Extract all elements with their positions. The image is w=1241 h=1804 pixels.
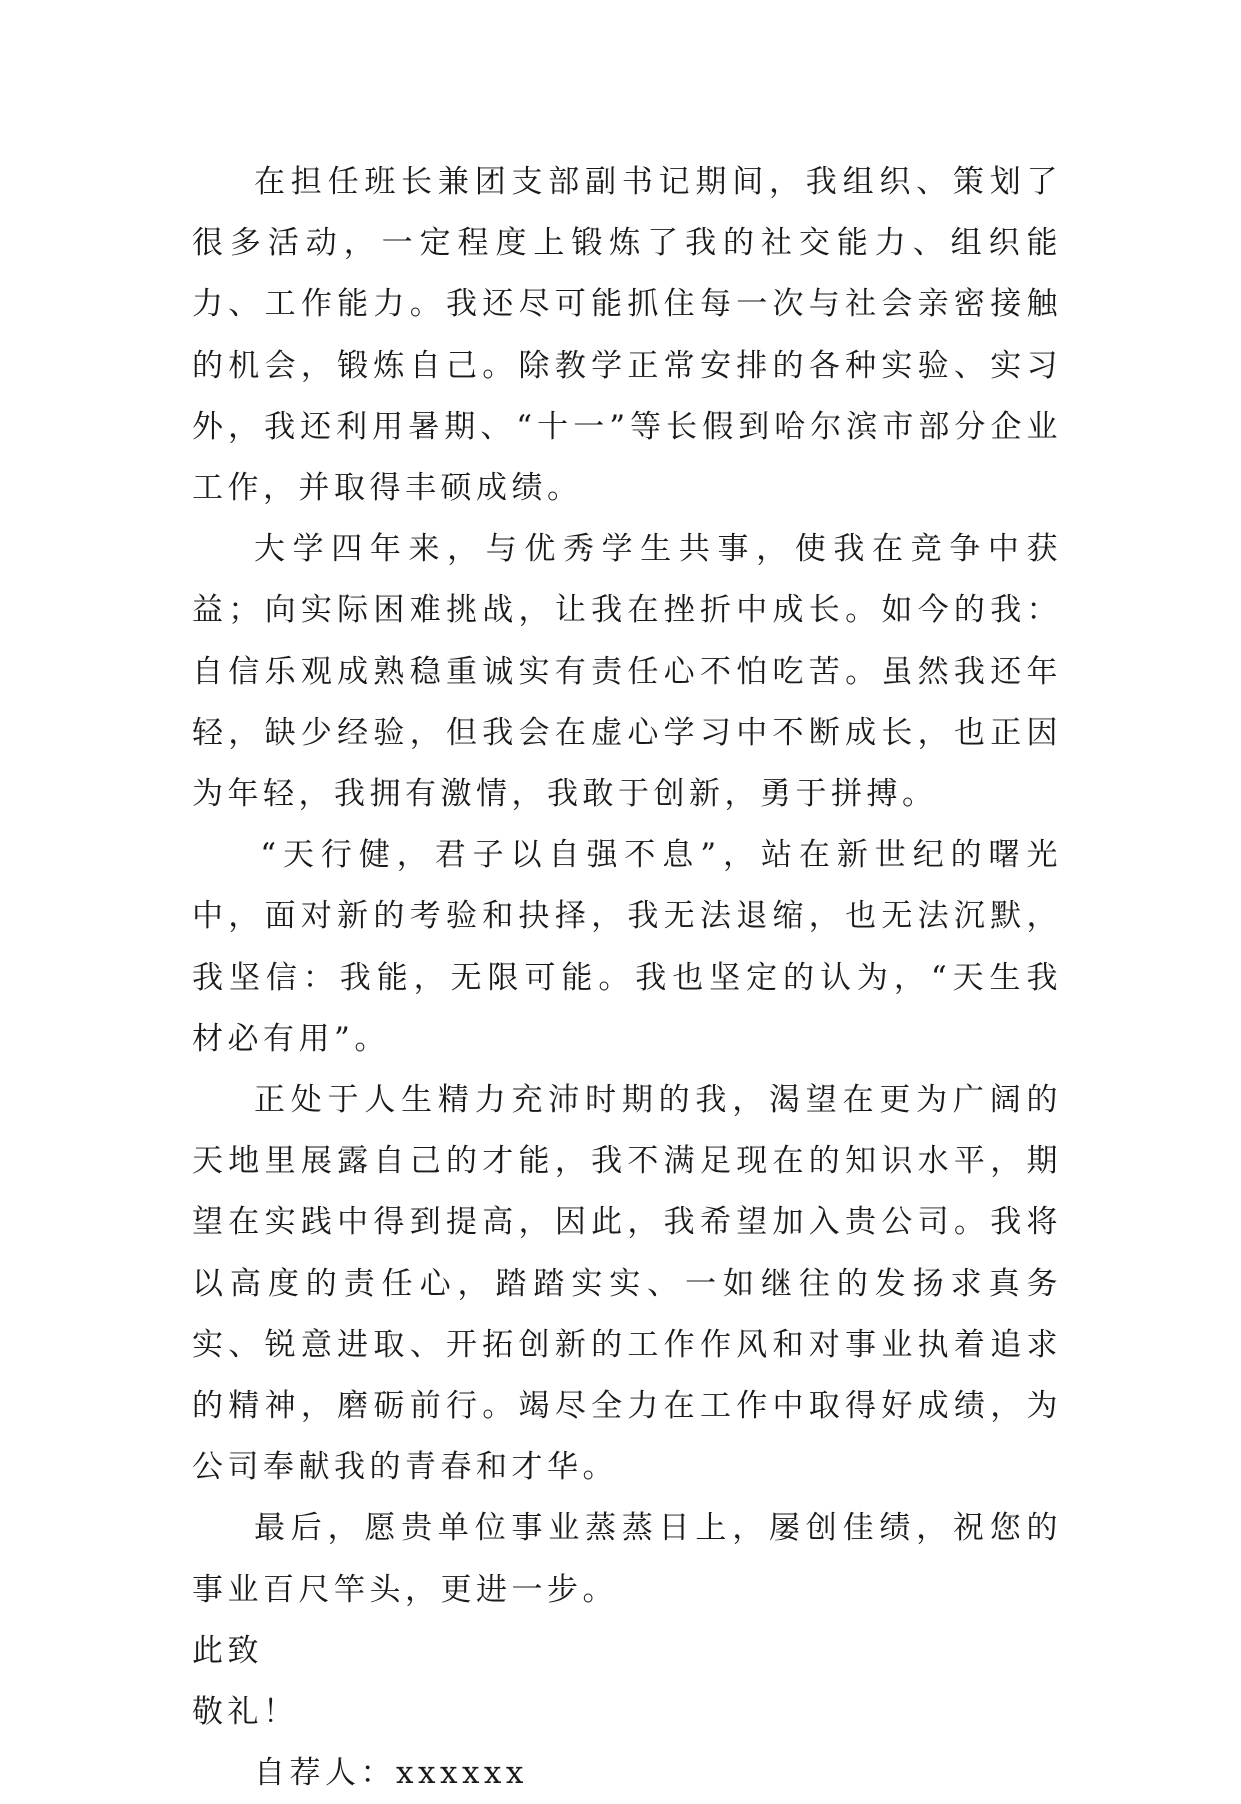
closing-respect: 敬礼！	[192, 1694, 299, 1731]
paragraph-university-years: 大学四年来，与优秀学生共事，使我在竞争中获益；向实际困难挑战，让我在挫折中成长。如今的我：自信乐观成熟稳重诚实有责任心不怕吃苦。虽然我还年轻，缺少经验，但我会在虚心学习中不断成长，也正因为年轻，我拥有激情，我敢于创新，勇于拼搏。	[192, 531, 1062, 813]
paragraph-class-monitor: 在担任班长兼团支部副书记期间，我组织、策划了很多活动，一定程度上锻炼了我的社交能力、组织能力、工作能力。我还尽可能抓住每一次与社会亲密接触的机会，锻炼自己。除教学正常安排的各种实验、实习外，我还利用暑期、“十一”等长假到哈尔滨市部分企业工作，并取得丰硕成绩。	[192, 164, 1062, 507]
paragraph-motto: “天行健，君子以自强不息”，站在新世纪的曙光中，面对新的考验和抉择，我无法退缩，也无法沉默，我坚信：我能，无限可能。我也坚定的认为，“天生我材必有用”。	[192, 837, 1062, 1057]
closing-salutation: 此致	[192, 1632, 263, 1669]
letter-body	[192, 152, 1062, 1804]
signature: 自荐人：xxxxxx	[254, 1755, 528, 1792]
paragraph-wishes: 最后，愿贵单位事业蒸蒸日上，屡创佳绩，祝您的事业百尺竿头，更进一步。	[192, 1510, 1062, 1608]
paragraph-aspiration: 正处于人生精力充沛时期的我，渴望在更为广阔的天地里展露自己的才能，我不满足现在的知识水平，期望在实践中得到提高，因此，我希望加入贵公司。我将以高度的责任心，踏踏实实、一如继往的发扬求真务实、锐意进取、开拓创新的工作作风和对事业执着追求的精神，磨砺前行。竭尽全力在工作中取得好成绩，为公司奉献我的青春和才华。	[192, 1082, 1062, 1486]
